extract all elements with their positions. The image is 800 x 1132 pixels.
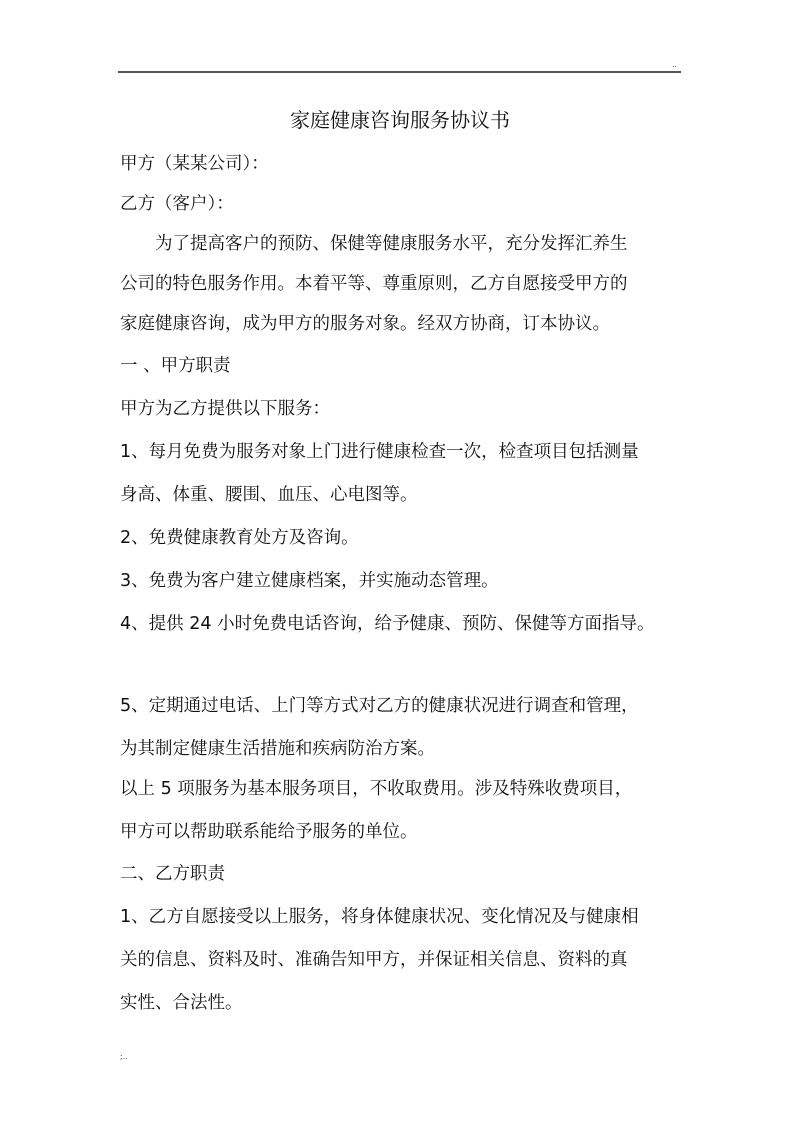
intro-line-3: 家庭健康咨询，成为甲方的服务对象。经双方协商，订本协议。	[120, 314, 610, 334]
item-number: 5	[120, 696, 132, 716]
section1-item-5: 5、定期通过电话、上门等方式对乙方的健康状况进行调查和管理，	[120, 696, 639, 716]
party-a: 甲方（某某公司）：	[120, 154, 269, 174]
section2-item-1-cont2: 实性、合法性。	[120, 993, 243, 1013]
section1-heading: 一 、甲方职责	[120, 356, 231, 376]
header-rule	[118, 71, 681, 73]
section1-item-3: 3、免费为客户建立健康档案，并实施动态管理。	[120, 571, 499, 591]
section1-summary-cont: 甲方可以帮助联系能给予服务的单位。	[120, 822, 418, 842]
item-number: 3	[120, 571, 132, 591]
section1-item-1: 1、每月免费为服务对象上门进行健康检查一次，检查项目包括测量	[120, 442, 639, 462]
item-number: 1	[120, 442, 132, 462]
section2-item-1: 1、乙方自愿接受以上服务，将身体健康状况、变化情况及与健康相	[120, 907, 639, 927]
intro-line-1: 为了提高客户的预防、保健等健康服务水平，充分发挥汇养生	[155, 234, 628, 254]
section1-item-2: 2、免费健康教育处方及咨询。	[120, 528, 359, 548]
item-number: 1	[120, 907, 132, 927]
intro-line-2: 公司的特色服务作用。本着平等、尊重原则，乙方自愿接受甲方的	[120, 274, 628, 294]
section1-item-5-cont: 为其制定健康生活措施和疾病防治方案。	[120, 739, 435, 759]
item-number: 4	[120, 614, 132, 634]
section1-item-4: 4、提供 24 小时免费电话咨询，给予健康、预防、保健等方面指导。	[120, 614, 655, 634]
header-mark: ..	[672, 60, 678, 69]
party-b: 乙方（客户）：	[120, 194, 234, 214]
section1-item-1-cont: 身高、体重、腰围、血压、心电图等。	[120, 485, 418, 505]
section1-summary: 以上 5 项服务为基本服务项目，不收取费用。涉及特殊收费项目，	[120, 779, 633, 799]
section1-lead: 甲方为乙方提供以下服务：	[120, 399, 330, 419]
document-title: 家庭健康咨询服务协议书	[290, 108, 510, 132]
section2-heading: 二、乙方职责	[120, 864, 225, 884]
footer-mark: ;..	[120, 1052, 128, 1061]
item-number: 2	[120, 528, 132, 548]
section2-item-1-cont: 关的信息、资料及时、准确告知甲方，并保证相关信息、资料的真	[120, 950, 628, 970]
